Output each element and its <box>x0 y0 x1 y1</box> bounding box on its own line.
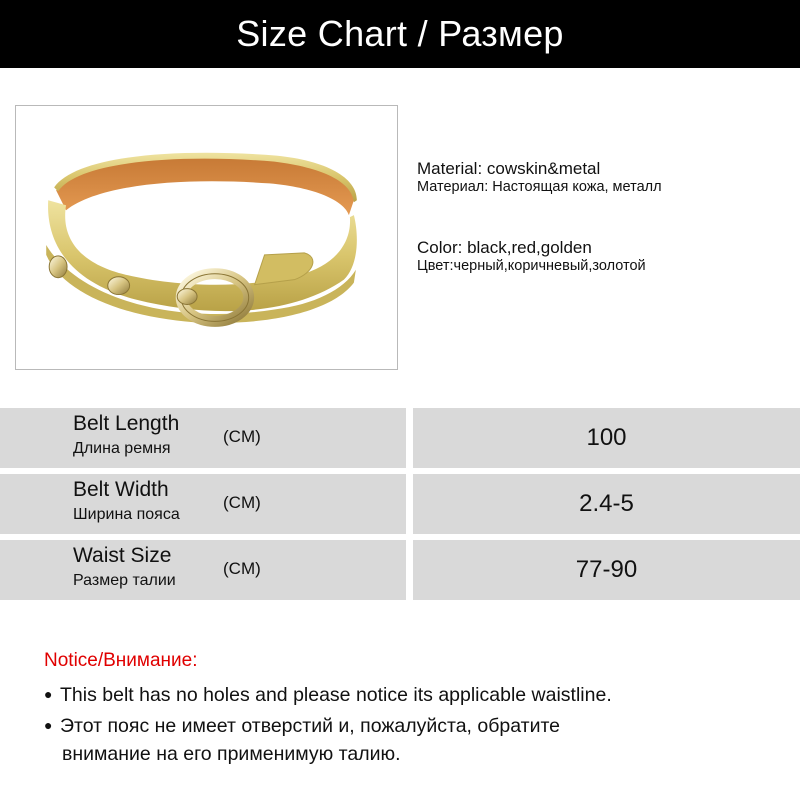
page-header <box>0 0 800 68</box>
product-photo <box>15 105 398 370</box>
size-label-en: Waist Size <box>73 544 172 567</box>
size-unit: (CM) <box>223 559 261 578</box>
size-row-label-cell <box>0 408 406 468</box>
notice-text-en: This belt has no holes and please notice its applicable waistline. <box>60 684 612 706</box>
size-value-cell: 77-90 <box>413 540 800 600</box>
size-value-cell: 2.4-5 <box>413 474 800 534</box>
notice-bullet-en <box>44 680 794 709</box>
size-row-waist-size <box>0 540 800 600</box>
size-row-belt-width <box>0 474 800 534</box>
material-ru: Материал: Настоящая кожа, металл <box>417 179 662 196</box>
size-unit: (CM) <box>223 427 261 446</box>
bullet-dot-icon: ● <box>44 717 53 733</box>
color-en: Color: black,red,golden <box>417 238 592 257</box>
size-label-en: Belt Length <box>73 412 180 435</box>
color-spec <box>417 238 646 276</box>
belt-stud <box>108 277 130 295</box>
page-title: Size Chart / Размер <box>236 13 564 54</box>
color-ru: Цвет:черный,коричневый,золотой <box>417 258 646 275</box>
size-label-ru: Ширина пояса <box>73 506 180 523</box>
size-row-label-cell <box>0 474 406 534</box>
size-label-ru: Длина ремня <box>73 440 171 457</box>
notice-title: Notice/Внимание: <box>44 650 198 671</box>
material-spec <box>417 159 662 197</box>
size-unit: (CM) <box>223 493 261 512</box>
notice-bullet-ru <box>44 711 794 768</box>
notice-text-ru-line1: Этот пояс не имеет отверстий и, пожалуйста, обратите <box>60 715 561 737</box>
material-en: Material: cowskin&metal <box>417 159 601 178</box>
size-label-ru: Размер талии <box>73 572 176 589</box>
belt-stud <box>49 256 67 278</box>
size-label-en: Belt Width <box>73 478 169 501</box>
bullet-dot-icon: ● <box>44 686 53 702</box>
size-value-cell: 100 <box>413 408 800 468</box>
belt-illustration <box>16 106 397 369</box>
notice-text-ru-line2: внимание на его применимую талию. <box>62 743 401 765</box>
size-row-label-cell <box>0 540 406 600</box>
size-row-belt-length <box>0 408 800 468</box>
